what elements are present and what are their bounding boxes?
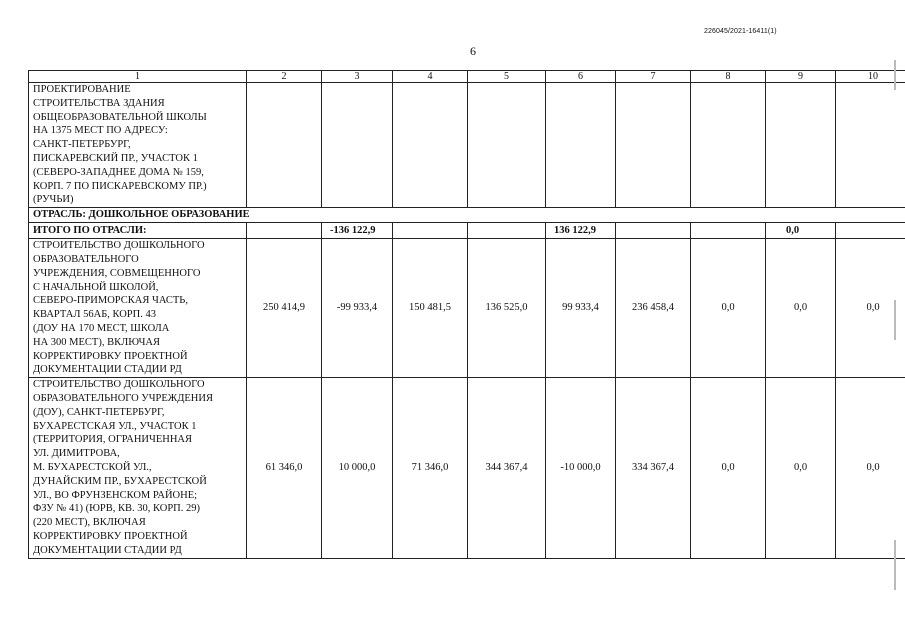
total-value-cell bbox=[247, 223, 322, 239]
object-name-cell bbox=[29, 239, 247, 378]
value-cell: 71 346,0 bbox=[393, 378, 468, 558]
column-number: 5 bbox=[468, 71, 546, 83]
total-value-cell: 0,0 bbox=[766, 223, 836, 239]
value-cell: 236 458,4 bbox=[616, 239, 691, 378]
total-label: ИТОГО ПО ОТРАСЛИ: bbox=[29, 223, 247, 239]
object-name-cell bbox=[29, 378, 247, 558]
value-cell: 0,0 bbox=[691, 378, 766, 558]
total-value-cell bbox=[691, 223, 766, 239]
total-value-cell bbox=[836, 223, 905, 239]
value-cell: -10 000,0 bbox=[546, 378, 616, 558]
value-cell: 0,0 bbox=[691, 239, 766, 378]
column-number: 8 bbox=[691, 71, 766, 83]
value-cell: 0,0 bbox=[836, 239, 905, 378]
scan-margin-mark bbox=[894, 60, 896, 90]
value-cell: 0,0 bbox=[766, 239, 836, 378]
column-number: 10 bbox=[836, 71, 905, 83]
object-name-text: СТРОИТЕЛЬСТВО ДОШКОЛЬНОГО ОБРАЗОВАТЕЛЬНОГО УЧРЕЖДЕНИЯ (ДОУ), САНКТ-ПЕТЕРБУРГ, БУХАРЕСТСКАЯ УЛ., УЧАСТОК 1 (ТЕРРИТОРИЯ, ОГРАНИЧЕННАЯ УЛ. ДИМИТРОВА, М. БУХАРЕСТСКОЙ УЛ., ДУНАЙСКИМ ПР., БУХАРЕСТСКОЙ УЛ., ВО ФРУНЗЕНСКОМ РАЙОНЕ; ФЗУ № 41) (ЮРВ, КВ. 30, КОРП. 29) (220 МЕСТ), ВКЛЮЧАЯ КОРРЕКТИРОВКУ ПРОЕКТНОЙ ДОКУМЕНТАЦИИ СТАДИИ РД bbox=[33, 379, 213, 556]
document-registration-number: 226045/2021-16411(1) bbox=[704, 28, 777, 35]
total-value-cell bbox=[616, 223, 691, 239]
value-cell bbox=[468, 83, 546, 208]
value-cell bbox=[691, 83, 766, 208]
value-cell: 150 481,5 bbox=[393, 239, 468, 378]
value-cell bbox=[766, 83, 836, 208]
value-cell: 61 346,0 bbox=[247, 378, 322, 558]
table-row-kindergarten-bukharestskaya bbox=[29, 378, 905, 558]
value-cell: 344 367,4 bbox=[468, 378, 546, 558]
value-cell bbox=[247, 83, 322, 208]
value-cell: 0,0 bbox=[836, 378, 905, 558]
total-value-cell bbox=[468, 223, 546, 239]
value-cell: 250 414,9 bbox=[247, 239, 322, 378]
object-name-text: ПРОЕКТИРОВАНИЕ СТРОИТЕЛЬСТВА ЗДАНИЯ ОБЩЕОБРАЗОВАТЕЛЬНОЙ ШКОЛЫ НА 1375 МЕСТ ПО АДРЕСУ: САНКТ-ПЕТЕРБУРГ, ПИСКАРЕВСКИЙ ПР., УЧАСТОК 1 (СЕВЕРО-ЗАПАДНЕЕ ДОМА № 159, КОРП. 7 ПО ПИСКАРЕВСКОМУ ПР.) (РУЧЬИ) bbox=[33, 84, 207, 206]
value-cell bbox=[836, 83, 905, 208]
scan-margin-mark bbox=[894, 300, 896, 340]
value-cell: 10 000,0 bbox=[322, 378, 393, 558]
sector-total-row bbox=[29, 223, 905, 239]
scan-margin-mark bbox=[894, 540, 896, 590]
sector-heading-row bbox=[29, 208, 905, 223]
budget-table bbox=[28, 70, 905, 559]
page-number: 6 bbox=[470, 44, 476, 58]
column-number: 9 bbox=[766, 71, 836, 83]
value-cell bbox=[322, 83, 393, 208]
column-number: 2 bbox=[247, 71, 322, 83]
object-name-cell bbox=[29, 83, 247, 208]
sector-heading: ОТРАСЛЬ: ДОШКОЛЬНОЕ ОБРАЗОВАНИЕ bbox=[29, 208, 905, 223]
value-cell: 136 525,0 bbox=[468, 239, 546, 378]
total-value-cell bbox=[393, 223, 468, 239]
value-cell: 99 933,4 bbox=[546, 239, 616, 378]
value-cell: 0,0 bbox=[766, 378, 836, 558]
total-value-cell: -136 122,9 bbox=[322, 223, 393, 239]
object-name-text: СТРОИТЕЛЬСТВО ДОШКОЛЬНОГО ОБРАЗОВАТЕЛЬНОГО УЧРЕЖДЕНИЯ, СОВМЕЩЕННОГО С НАЧАЛЬНОЙ ШКОЛОЙ, СЕВЕРО-ПРИМОРСКАЯ ЧАСТЬ, КВАРТАЛ 56АБ, КОРП. 43 (ДОУ НА 170 МЕСТ, ШКОЛА НА 300 МЕСТ), ВКЛЮЧАЯ КОРРЕКТИРОВКУ ПРОЕКТНОЙ ДОКУМЕНТАЦИИ СТАДИИ РД bbox=[33, 240, 205, 376]
table-row-kindergarten-primary-school bbox=[29, 239, 905, 378]
value-cell bbox=[546, 83, 616, 208]
value-cell: -99 933,4 bbox=[322, 239, 393, 378]
column-number: 6 bbox=[546, 71, 616, 83]
value-cell bbox=[616, 83, 691, 208]
column-number: 1 bbox=[29, 71, 247, 83]
column-number: 4 bbox=[393, 71, 468, 83]
value-cell bbox=[393, 83, 468, 208]
column-number: 7 bbox=[616, 71, 691, 83]
value-cell: 334 367,4 bbox=[616, 378, 691, 558]
column-number-row bbox=[29, 71, 905, 83]
total-value-cell: 136 122,9 bbox=[546, 223, 616, 239]
table-row-school-design bbox=[29, 83, 905, 208]
column-number: 3 bbox=[322, 71, 393, 83]
